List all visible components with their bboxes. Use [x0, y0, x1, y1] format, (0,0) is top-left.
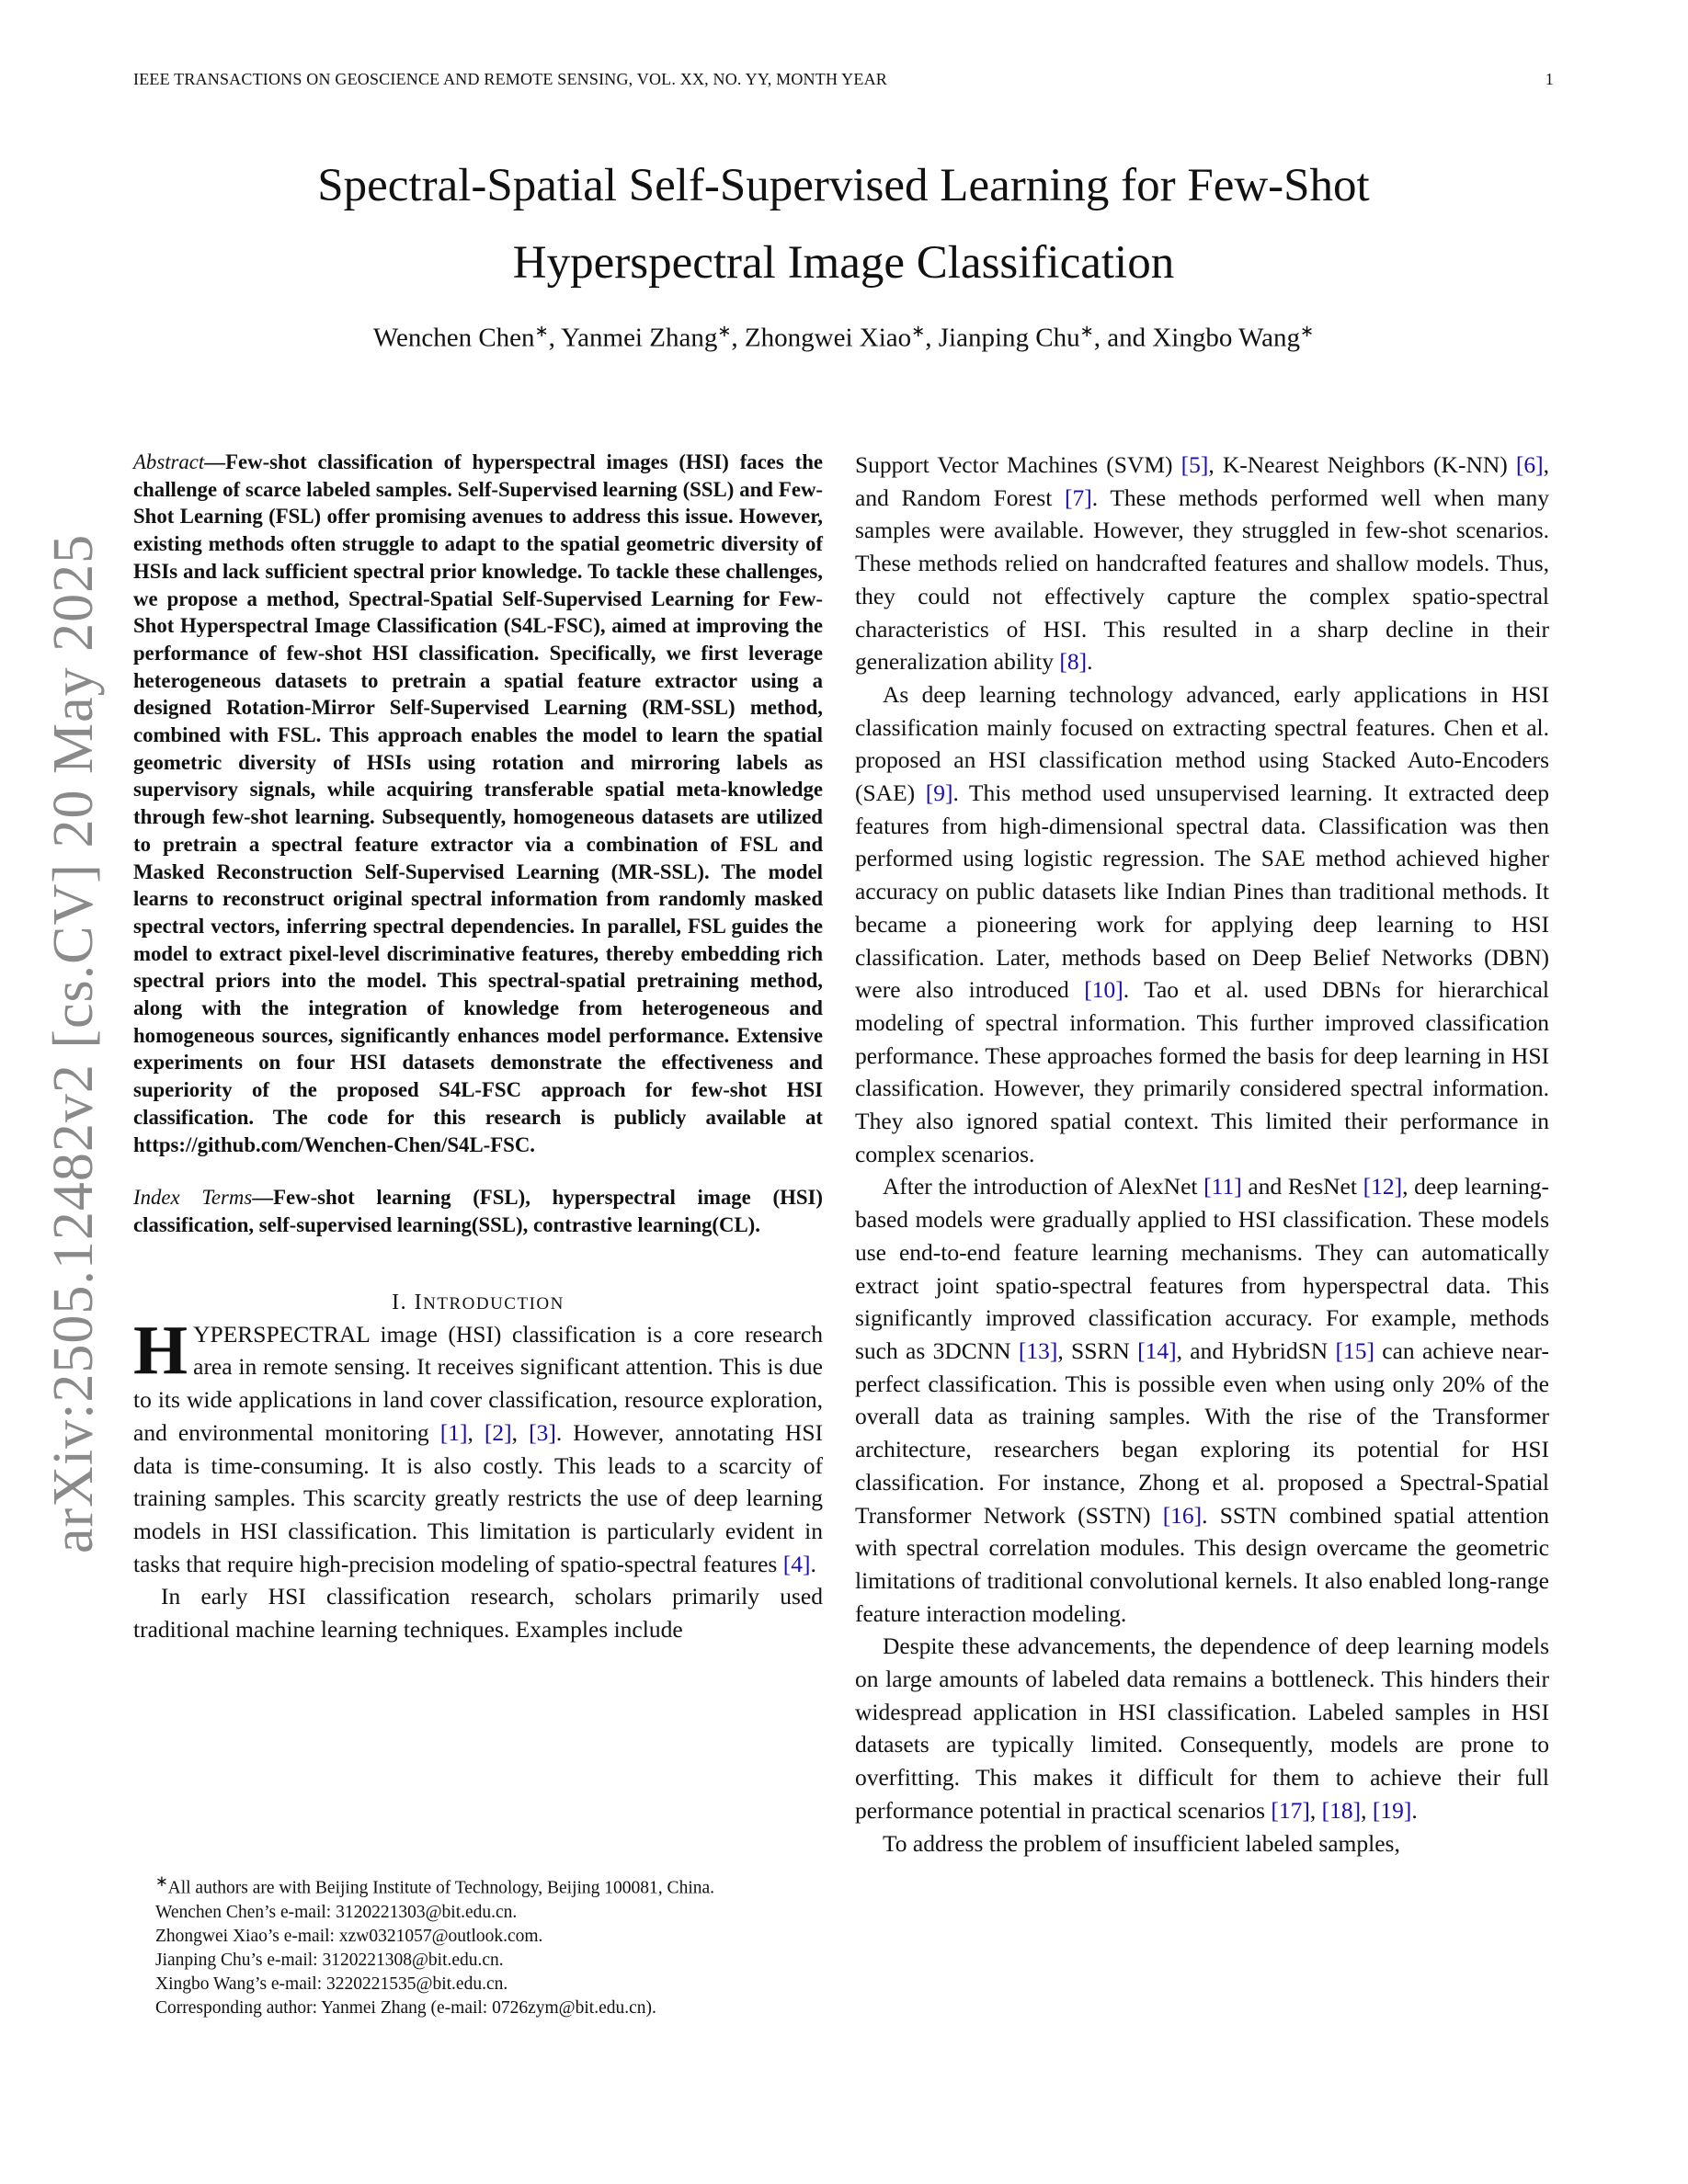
abstract-lead: Abstract: [133, 450, 205, 473]
author-separator: ,: [548, 323, 562, 353]
author-separator: ,: [731, 323, 745, 353]
intro-text: . However, annotating HSI data is time-consuming. It is also costly. This leads to a scarcity of training samples. This scarcity greatly restricts the use of deep learning models in HSI classification. This limitation is particularly evident in tasks that require high-precision modeling of spatio-spectral features: [133, 1418, 824, 1577]
author-mark: ∗: [1079, 322, 1094, 340]
citation-link[interactable]: [7]: [1065, 483, 1092, 511]
body-text: , and HybridSN: [1176, 1337, 1336, 1364]
right-column: [855, 449, 1549, 1860]
intro-text: .: [810, 1550, 816, 1577]
citation-link[interactable]: [19]: [1372, 1796, 1412, 1824]
citation-link[interactable]: [16]: [1162, 1501, 1203, 1529]
body-text: can achieve near-perfect classification. This is possible even when using only 20% of the overall data as training samples. With the rise of the Transformer architecture, researchers began exploring its potential for HSI classification. For instance, Zhong et al. proposed a Spectral-Spatial Transformer Network (SSTN): [855, 1337, 1549, 1529]
body-text: . This method used unsupervised learning. It extracted deep features from high-dimensional spectral data. Classification was then performed using logistic regression. The SAE method achieved higher accuracy on public datasets like Indian Pines than traditional methods. It became a pioneering work for applying deep learning to HSI classification. Later, methods based on Deep Belief Networks (DBN) were also introduced: [855, 779, 1549, 1004]
body-text: .: [1087, 648, 1093, 676]
author-name: Jianping Chu: [938, 323, 1080, 353]
body-text: . These methods performed well when many samples were available. However, they struggled in few-shot scenarios. These methods relied on handcrafted features and shallow models. Thus, they could not effectively capture the complex spatio-spectral characteristics of HSI. This resulted in a sharp decline in their generalization ability: [855, 483, 1549, 676]
body-paragraph-2: [855, 678, 1549, 1171]
citation-link[interactable]: [11]: [1203, 1173, 1242, 1200]
body-text: . Tao et al. used DBNs for hierarchical modeling of spectral information. This further improved classification performance. These approaches formed the basis for deep learning in HSI classification. However, they primarily considered spectral information. They also ignored spatial context. This limited their performance in complex scenarios.: [855, 976, 1549, 1167]
body-text: , SSRN: [1057, 1337, 1138, 1364]
intro-paragraph-2: In early HSI classification research, scholars primarily used traditional machine learning techniques. Examples include: [133, 1583, 823, 1644]
author-list: [133, 314, 1554, 355]
intro-text: YPERSPECTRAL image (HSI) classification is a core research area in remote sensing. It receives significant attention. This is due to its wide applications in land cover classification, resource exploration, and environmental monitoring: [133, 1320, 823, 1446]
footnotes: [133, 1870, 823, 2020]
footnote-line: Zhongwei Xiao’s e-mail: xzw0321057@outlook.com.: [155, 1926, 543, 1946]
citation-link[interactable]: [9]: [925, 779, 953, 807]
body-text: As deep learning technology advanced, early applications in HSI classification mainly focused on extracting spectral features. Chen et al. proposed an HSI classification method using Stacked Auto-Encoders (SAE): [855, 680, 1549, 807]
index-terms-lead: Index Terms: [133, 1186, 253, 1210]
body-paragraph-1: [855, 449, 1549, 678]
footnote-line: Jianping Chu’s e-mail: 3120221308@bit.edu.cn.: [155, 1950, 504, 1970]
body-text: , and Random Forest: [855, 451, 1549, 511]
body-paragraph-3: [855, 1170, 1549, 1630]
author-name: Yanmei Zhang: [561, 323, 718, 353]
body-text: and ResNet: [1241, 1173, 1363, 1200]
index-terms: [133, 1184, 823, 1238]
body-text: , K-Nearest Neighbors (K-NN): [1208, 451, 1516, 478]
citation-link[interactable]: [2]: [484, 1418, 512, 1446]
footnote-mark: ∗: [155, 1873, 168, 1890]
intro-paragraph-1: [133, 1311, 824, 1581]
author-mark: ∗: [717, 322, 732, 340]
author-mark: ∗: [534, 322, 549, 340]
footnote-line: Xingbo Wang’s e-mail: 3220221535@bit.edu.cn.: [155, 1974, 508, 1994]
body-text: .: [1411, 1796, 1418, 1824]
body-text: After the introduction of AlexNet: [883, 1173, 1204, 1200]
author-mark: ∗: [1299, 322, 1315, 340]
paper-title-line-2: Hyperspectral Image Classification: [512, 237, 1175, 289]
footnote-affiliation-text: All authors are with Beijing Institute of Technology, Beijing 100081, China.: [167, 1878, 715, 1898]
author-separator: , and: [1093, 323, 1153, 353]
author-name: Xingbo Wang: [1152, 323, 1300, 353]
body-text: , deep learning-based models were gradually applied to HSI classification. These models use end-to-end feature learning mechanisms. They can automatically extract joint spatio-spectral features from hyperspectral data. This significantly improved classification accuracy. For example, methods such as 3DCNN: [855, 1173, 1549, 1364]
journal-header: IEEE TRANSACTIONS ON GEOSCIENCE AND REMOTE SENSING, VOL. XX, NO. YY, MONTH YEAR: [133, 70, 887, 88]
section-numeral: I.: [392, 1290, 415, 1314]
citation-link[interactable]: [12]: [1363, 1173, 1403, 1200]
body-text: Support Vector Machines (SVM): [855, 451, 1181, 478]
citation-link[interactable]: [3]: [529, 1418, 556, 1446]
footnote-line: Wenchen Chen’s e-mail: 3120221303@bit.edu.cn.: [155, 1902, 518, 1922]
citation-link[interactable]: [6]: [1515, 451, 1544, 478]
intro-text: ,: [467, 1418, 485, 1446]
body-text: ,: [1309, 1796, 1322, 1824]
body-text: Despite these advancements, the dependence of deep learning models on large amounts of labeled data remains a bottleneck. This hinders their widespread application in HSI classification. Labeled samples in HSI datasets are typically limited. Consequently, models are prone to overfitting. This makes it difficult for them to achieve their full performance potential in practical scenarios: [855, 1632, 1549, 1824]
body-paragraph-4: [855, 1630, 1549, 1826]
author-mark: ∗: [911, 322, 926, 340]
author-name: Zhongwei Xiao: [744, 323, 912, 353]
footnote-affiliation: [133, 1870, 823, 1901]
left-column: [133, 449, 823, 1646]
arxiv-stamp: arXiv:2505.12482v2 [cs.CV] 20 May 2025: [42, 533, 105, 1553]
section-title-rest: NTRODUCTION: [423, 1293, 565, 1314]
citation-link[interactable]: [14]: [1137, 1337, 1177, 1364]
body-paragraph-5: To address the problem of insufficient labeled samples,: [883, 1829, 1400, 1857]
citation-link[interactable]: [18]: [1321, 1796, 1362, 1824]
body-text: ,: [1361, 1796, 1373, 1824]
author-separator: ,: [925, 323, 939, 353]
author-name: Wenchen Chen: [372, 323, 535, 353]
drop-cap: H: [133, 1311, 188, 1389]
citation-link[interactable]: [5]: [1180, 451, 1209, 478]
citation-link[interactable]: [15]: [1335, 1337, 1374, 1364]
citation-link[interactable]: [13]: [1018, 1337, 1058, 1364]
page-number: 1: [1545, 70, 1554, 88]
citation-link[interactable]: [17]: [1271, 1796, 1310, 1824]
abstract-text: —Few-shot classification of hyperspectral images (HSI) faces the challenge of scarce labeled samples. Self-Supervised learning (SSL) and Few-Shot Learning (FSL) offer promising avenues to address this issue. However, existing methods often struggle to adapt to the spatial geometric diversity of HSIs and lack sufficient spectral prior knowledge. To tackle these challenges, we propose a method, Spectral-Spatial Self-Supervised Learning for Few-Shot Hyperspectral Image Classification (S4L-FSC), aimed at improving the performance of few-shot HSI classification. Specifically, we first leverage heterogeneous datasets to pretrain a spatial feature extractor using a designed Rotation-Mirror Self-Supervised Learning (RM-SSL) method, combined with FSL. This approach enables the model to learn the spatial geometric diversity of HSIs using rotation and mirroring labels as supervisory signals, while acquiring transferable spatial meta-knowledge through few-shot learning. Subsequently, homogeneous datasets are utilized to pretrain a spectral feature extractor via a combination of FSL and Masked Reconstruction Self-Supervised Learning (MR-SSL). The model learns to reconstruct original spectral information from randomly masked spectral vectors, inferring spectral dependencies. In parallel, FSL guides the model to extract pixel-level discriminative features, thereby embedding rich spectral priors into the model. This spectral-spatial pretraining method, along with the integration of knowledge from heterogeneous and homogeneous sources, significantly enhances model performance. Extensive experiments on four HSI datasets demonstrate the effectiveness and superiority of the proposed S4L-FSC approach for few-shot HSI classification. The code for this research is publicly available at https://github.com/Wenchen-Chen/S4L-FSC.: [133, 450, 823, 1156]
body-text: . SSTN combined spatial attention with spectral correlation modules. This design overcame the geometric limitations of traditional convolutional kernels. It also enabled long-range feature interaction modeling.: [855, 1501, 1550, 1627]
section-heading-introduction: [133, 1289, 823, 1318]
index-terms-text: —Few-shot learning (FSL), hyperspectral image (HSI) classification, self-supervised learning(SSL), contrastive learning(CL).: [133, 1186, 823, 1236]
citation-link[interactable]: [1]: [439, 1418, 468, 1446]
running-header: [133, 70, 1554, 92]
abstract: [133, 449, 823, 1158]
citation-link[interactable]: [10]: [1084, 976, 1123, 1004]
footnote-line: Corresponding author: Yanmei Zhang (e-mail: 0726zym@bit.edu.cn).: [155, 1997, 656, 2018]
title-block: [133, 147, 1554, 355]
citation-link[interactable]: [4]: [782, 1550, 811, 1577]
intro-text: ,: [511, 1418, 530, 1446]
paper-title-line-1: Spectral-Spatial Self-Supervised Learning for Few-Shot: [317, 160, 1370, 211]
citation-link[interactable]: [8]: [1059, 648, 1088, 676]
section-first-letter: I: [414, 1290, 424, 1314]
